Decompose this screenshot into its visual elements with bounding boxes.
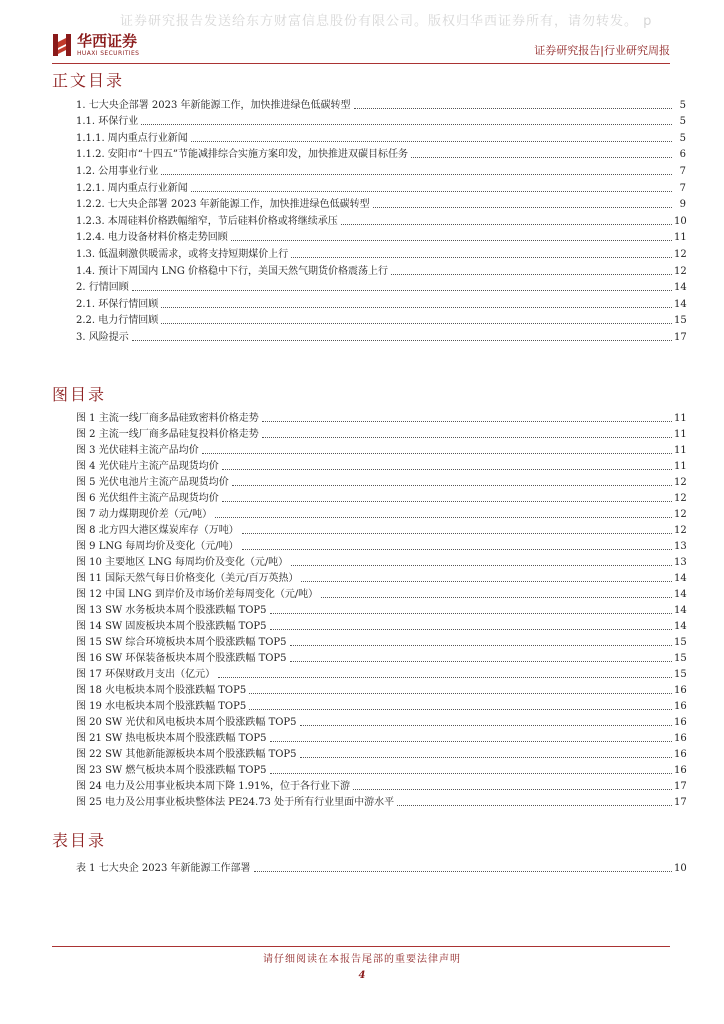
- page-number: 4: [358, 970, 366, 981]
- toc-entry-page: 11: [674, 232, 687, 244]
- toc-entry-page: 12: [674, 265, 687, 277]
- figure-entry[interactable]: [76, 441, 686, 457]
- figure-entry[interactable]: [76, 633, 686, 649]
- figure-entry-page: 12: [674, 477, 687, 488]
- toc-entry[interactable]: [76, 327, 686, 344]
- figure-entry-label: 图 11 国际天然气每日价格变化（美元/百万英热）: [76, 573, 299, 584]
- figure-entry-page: 16: [674, 765, 687, 776]
- dot-leader: [222, 469, 672, 470]
- figure-entry-page: 14: [674, 621, 687, 632]
- figure-entry-page: 11: [674, 445, 687, 456]
- toc-entry-page: 9: [679, 199, 686, 211]
- figure-entry-label: 图 20 SW 光伏和风电板块本周个股涨跌幅 TOP5: [76, 717, 297, 728]
- figure-entry-label: 图 9 LNG 每周均价及变化（元/吨）: [76, 541, 239, 552]
- figure-entry[interactable]: [76, 521, 686, 537]
- figure-entry[interactable]: [76, 537, 686, 553]
- dot-leader: [222, 501, 672, 502]
- figure-entry-label: 图 5 光伏电池片主流产品现货均价: [76, 477, 229, 488]
- figure-entry-label: 图 15 SW 综合环境板块本周个股涨跌幅 TOP5: [76, 637, 287, 648]
- dot-leader: [373, 207, 672, 208]
- toc-entry-page: 7: [679, 165, 686, 177]
- figure-entry-page: 16: [674, 717, 687, 728]
- figure-entry-label: 图 23 SW 燃气板块本周个股涨跌幅 TOP5: [76, 765, 267, 776]
- figure-entry-label: 图 3 光伏硅料主流产品均价: [76, 445, 199, 456]
- figure-entry-page: 16: [674, 701, 687, 712]
- figure-list: [76, 409, 686, 809]
- figure-entry-page: 12: [674, 493, 687, 504]
- figure-entry-label: 图 8 北方四大港区煤炭库存（万吨）: [76, 525, 239, 536]
- dot-leader: [161, 323, 672, 324]
- figure-entry-label: 图 7 动力煤期现价差（元/吨）: [76, 509, 213, 520]
- toc-entry-label: 1.4. 预计下周国内 LNG 价格稳中下行，美国天然气期货价格震荡上行: [76, 265, 388, 277]
- dot-leader: [290, 661, 672, 662]
- toc-entry-page: 5: [679, 132, 686, 144]
- figure-entry-page: 17: [674, 797, 687, 808]
- figure-entry-label: 图 1 主流一线厂商多晶硅致密料价格走势: [76, 413, 259, 424]
- dot-leader: [254, 871, 672, 872]
- dot-leader: [191, 191, 672, 192]
- dot-leader: [291, 257, 672, 258]
- toc-entry-label: 1.2.2. 七大央企部署 2023 年新能源工作，加快推进绿色低碳转型: [76, 199, 370, 211]
- toc-entry-page: 10: [674, 215, 687, 227]
- toc-entry-label: 1.2.1. 周内重点行业新闻: [76, 182, 188, 194]
- figure-entry[interactable]: [76, 777, 686, 793]
- figure-entry[interactable]: [76, 409, 686, 425]
- figure-entry-label: 图 6 光伏组件主流产品现货均价: [76, 493, 219, 504]
- dot-leader: [249, 693, 672, 694]
- toc-entry-page: 14: [674, 298, 687, 310]
- toc-entry-label: 1.2.4. 电力设备材料价格走势回顾: [76, 232, 228, 244]
- figure-entry[interactable]: [76, 553, 686, 569]
- figure-entry-page: 17: [674, 781, 687, 792]
- figure-entry-label: 图 13 SW 水务板块本周个股涨跌幅 TOP5: [76, 605, 267, 616]
- figure-entry-label: 图 4 光伏硅片主流产品现货均价: [76, 461, 219, 472]
- dot-leader: [341, 224, 672, 225]
- figure-entry[interactable]: [76, 713, 686, 729]
- dot-leader: [231, 240, 672, 241]
- figure-entry[interactable]: [76, 745, 686, 761]
- figure-entry[interactable]: [76, 505, 686, 521]
- dot-leader: [249, 709, 672, 710]
- figure-entry-label: 图 16 SW 环保装备板块本周个股涨跌幅 TOP5: [76, 653, 287, 664]
- toc-entry-page: 5: [679, 116, 686, 128]
- dot-leader: [242, 549, 672, 550]
- figure-entry-page: 12: [674, 509, 687, 520]
- logo-chinese-name: 华西证券: [77, 32, 138, 50]
- toc-list: [76, 95, 686, 344]
- figure-entry[interactable]: [76, 697, 686, 713]
- figure-entry-page: 16: [674, 749, 687, 760]
- figure-entry[interactable]: [76, 473, 686, 489]
- toc-entry-label: 1.1.1. 周内重点行业新闻: [76, 132, 188, 144]
- table-entry-label: 表 1 七大央企 2023 年新能源工作部署: [76, 862, 251, 874]
- figure-entry-label: 图 14 SW 固废板块本周个股涨跌幅 TOP5: [76, 621, 267, 632]
- footer-divider: [52, 946, 670, 947]
- figure-entry-page: 15: [674, 669, 687, 680]
- toc-title: 正文目录: [52, 71, 125, 90]
- dot-leader: [391, 274, 672, 275]
- figure-entry-label: 图 17 环保财政月支出（亿元）: [76, 669, 216, 680]
- figure-entry-page: 14: [674, 573, 687, 584]
- toc-entry-label: 1.1.2. 安阳市“十四五”节能减排综合实施方案印发，加快推进双碳目标任务: [76, 149, 409, 161]
- table-list-title: 表目录: [52, 831, 107, 850]
- report-type-label: 证券研究报告|行业研究周报: [534, 44, 670, 57]
- toc-entry[interactable]: [76, 145, 686, 162]
- figure-entry-page: 13: [674, 541, 687, 552]
- toc-entry-label: 1.2. 公用事业行业: [76, 165, 159, 177]
- figure-entry[interactable]: [76, 649, 686, 665]
- figure-entry[interactable]: [76, 425, 686, 441]
- toc-entry[interactable]: [76, 311, 686, 328]
- figure-entry-label: 图 10 主要地区 LNG 每周均价及变化（元/吨）: [76, 557, 289, 568]
- figure-entry[interactable]: [76, 585, 686, 601]
- figure-entry[interactable]: [76, 601, 686, 617]
- dot-leader: [232, 485, 672, 486]
- figure-entry-page: 14: [674, 589, 687, 600]
- figure-list-title: 图目录: [52, 385, 107, 404]
- figure-entry[interactable]: [76, 793, 686, 809]
- dot-leader: [270, 629, 672, 630]
- figure-entry[interactable]: [76, 729, 686, 745]
- dot-leader: [321, 597, 672, 598]
- dot-leader: [291, 565, 672, 566]
- figure-entry-page: 11: [674, 413, 687, 424]
- toc-entry[interactable]: [76, 244, 686, 261]
- figure-entry-page: 14: [674, 605, 687, 616]
- figure-entry[interactable]: [76, 457, 686, 473]
- toc-entry[interactable]: [76, 195, 686, 212]
- toc-entry-label: 2.2. 电力行情回顾: [76, 315, 159, 327]
- toc-entry[interactable]: [76, 112, 686, 129]
- dot-leader: [270, 613, 672, 614]
- dot-leader: [411, 157, 672, 158]
- figure-entry-label: 图 2 主流一线厂商多晶硅复投料价格走势: [76, 429, 259, 440]
- dot-leader: [132, 340, 672, 341]
- toc-entry[interactable]: [76, 161, 686, 178]
- watermark-text: 证券研究报告发送给东方财富信息股份有限公司。版权归华西证券所有，请勿转发。 p: [120, 14, 653, 29]
- figure-entry-label: 图 21 SW 热电板块本周个股涨跌幅 TOP5: [76, 733, 267, 744]
- dot-leader: [290, 645, 672, 646]
- toc-entry-page: 17: [674, 331, 687, 343]
- dot-leader: [262, 437, 672, 438]
- figure-entry[interactable]: [76, 761, 686, 777]
- dot-leader: [262, 421, 672, 422]
- table-entry-page: 10: [674, 862, 687, 874]
- figure-entry-page: 16: [674, 685, 687, 696]
- dot-leader: [191, 141, 672, 142]
- dot-leader: [301, 581, 672, 582]
- header-divider: [52, 63, 670, 64]
- toc-entry-label: 2. 行情回顾: [76, 282, 129, 294]
- figure-entry-label: 图 19 水电板块本周个股涨跌幅 TOP5: [76, 701, 247, 712]
- huaxi-logo-icon: [52, 32, 72, 58]
- figure-entry-label: 图 12 中国 LNG 到岸价及市场价差每周变化（元/吨）: [76, 589, 319, 600]
- dot-leader: [270, 773, 672, 774]
- dot-leader: [141, 124, 672, 125]
- legal-disclaimer: 请仔细阅读在本报告尾部的重要法律声明: [263, 954, 461, 965]
- toc-entry[interactable]: [76, 228, 686, 245]
- toc-entry-label: 1.1. 环保行业: [76, 116, 139, 128]
- table-entry[interactable]: [76, 858, 686, 875]
- dot-leader: [161, 307, 672, 308]
- toc-entry-page: 5: [679, 99, 686, 111]
- figure-entry-label: 图 18 火电板块本周个股涨跌幅 TOP5: [76, 685, 247, 696]
- dot-leader: [215, 517, 672, 518]
- dot-leader: [242, 533, 672, 534]
- toc-entry-page: 14: [674, 282, 687, 294]
- dot-leader: [161, 174, 672, 175]
- figure-entry-page: 15: [674, 653, 687, 664]
- dot-leader: [132, 290, 672, 291]
- figure-entry[interactable]: [76, 617, 686, 633]
- toc-entry-label: 2.1. 环保行情回顾: [76, 298, 159, 310]
- figure-entry[interactable]: [76, 665, 686, 681]
- dot-leader: [300, 757, 672, 758]
- toc-entry-label: 1.2.3. 本周硅料价格跌幅缩窄，节后硅料价格或将继续承压: [76, 215, 338, 227]
- toc-entry[interactable]: [76, 294, 686, 311]
- toc-entry-page: 12: [674, 248, 687, 260]
- figure-entry[interactable]: [76, 489, 686, 505]
- figure-entry[interactable]: [76, 681, 686, 697]
- figure-entry-page: 16: [674, 733, 687, 744]
- table-list: [76, 858, 686, 875]
- toc-entry[interactable]: [76, 178, 686, 195]
- toc-entry-label: 1.3. 低温刺激供暖需求，或将支持短期煤价上行: [76, 248, 289, 260]
- figure-entry-label: 图 24 电力及公用事业板块本周下降 1.91%，位于各行业下游: [76, 781, 351, 792]
- figure-entry-page: 11: [674, 429, 687, 440]
- toc-entry-page: 6: [679, 149, 686, 161]
- toc-entry[interactable]: [76, 261, 686, 278]
- dot-leader: [202, 453, 672, 454]
- figure-entry-label: 图 22 SW 其他新能源板块本周个股涨跌幅 TOP5: [76, 749, 297, 760]
- figure-entry-page: 13: [674, 557, 687, 568]
- dot-leader: [397, 805, 672, 806]
- toc-entry-page: 15: [674, 315, 687, 327]
- figure-entry-page: 11: [674, 461, 687, 472]
- dot-leader: [353, 789, 672, 790]
- toc-entry[interactable]: [76, 211, 686, 228]
- toc-entry[interactable]: [76, 95, 686, 112]
- company-logo: [52, 32, 139, 58]
- figure-entry-page: 12: [674, 525, 687, 536]
- logo-english-name: HUAXI SECURITIES: [77, 50, 140, 57]
- dot-leader: [300, 725, 672, 726]
- figure-entry-page: 15: [674, 637, 687, 648]
- toc-entry-label: 1. 七大央企部署 2023 年新能源工作，加快推进绿色低碳转型: [76, 99, 351, 111]
- figure-entry[interactable]: [76, 569, 686, 585]
- dot-leader: [354, 108, 672, 109]
- dot-leader: [270, 741, 672, 742]
- toc-entry[interactable]: [76, 128, 686, 145]
- figure-entry-label: 图 25 电力及公用事业板块整体法 PE24.73 处于所有行业里面中游水平: [76, 797, 395, 808]
- toc-entry-label: 3. 风险提示: [76, 331, 129, 343]
- toc-entry[interactable]: [76, 278, 686, 295]
- toc-entry-page: 7: [679, 182, 686, 194]
- dot-leader: [218, 677, 672, 678]
